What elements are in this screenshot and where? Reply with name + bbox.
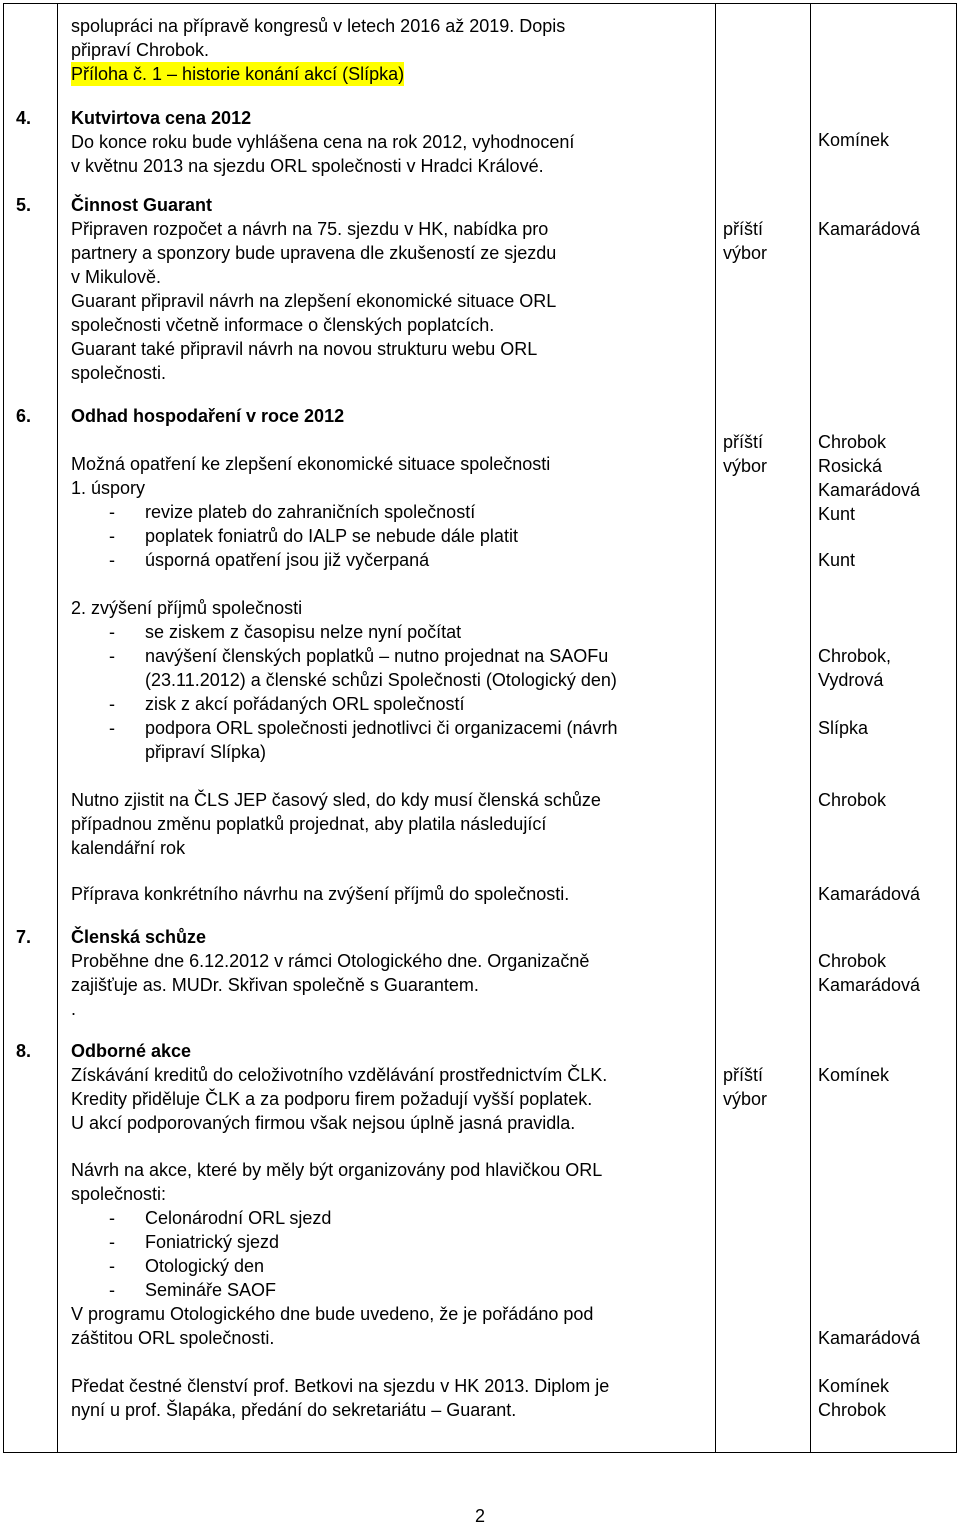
list-item: Semináře SAOF <box>145 1280 277 1300</box>
body-text: Získávání kreditů do celoživotního vzdělávání prostřednictvím ČLK. <box>71 1065 608 1085</box>
item-title: Kutvirtova cena 2012 <box>71 108 252 128</box>
list-item: revize plateb do zahraničních společností <box>145 502 476 522</box>
responsible-person: Kamarádová <box>818 480 921 500</box>
dash: - <box>109 622 115 642</box>
body-text: . <box>71 999 77 1019</box>
body-text: Připraven rozpočet a návrh na 75. sjezdu v HK, nabídka pro <box>71 219 549 239</box>
list-item: poplatek foniatrů do IALP se nebude dále platit <box>145 526 518 546</box>
item-number: 7. <box>16 927 32 947</box>
body-text: Příprava konkrétního návrhu na zvýšení příjmů do společnosti. <box>71 884 570 904</box>
attachment-link[interactable]: Příloha č. 1 – historie konání akcí (Slípka) <box>71 64 405 84</box>
item-number: 4. <box>16 108 32 128</box>
item-title: Odhad hospodaření v roce 2012 <box>71 406 345 426</box>
list-item: navýšení členských poplatků – nutno projednat na SAOFu <box>145 646 609 666</box>
item-title: Členská schůze <box>71 927 207 947</box>
body-text: spolupráci na přípravě kongresů v letech 2016 až 2019. Dopis <box>71 16 566 36</box>
list-item: Otologický den <box>145 1256 265 1276</box>
responsible-person: Kamarádová <box>818 884 921 904</box>
dash: - <box>109 502 115 522</box>
body-text: Návrh na akce, které by měly být organizovány pod hlavičkou ORL <box>71 1160 603 1180</box>
responsible-person: Chrobok, <box>818 646 892 666</box>
list-heading: 2. zvýšení příjmů společnosti <box>71 598 303 618</box>
responsible-person: Chrobok <box>818 432 887 452</box>
item-title: Odborné akce <box>71 1041 192 1061</box>
column-divider <box>715 4 716 1452</box>
dash: - <box>109 718 115 738</box>
responsible-person: Komínek <box>818 1065 890 1085</box>
list-item: zisk z akcí pořádaných ORL společností <box>145 694 465 714</box>
body-text: v květnu 2013 na sjezdu ORL společnosti v Hradci Králové. <box>71 156 544 176</box>
body-text: U akcí podporovaných firmou však nejsou úplně jasná pravidla. <box>71 1113 576 1133</box>
term: příští <box>723 219 764 239</box>
body-text: společnosti včetně informace o členských poplatcích. <box>71 315 495 335</box>
body-text: Možná opatření ke zlepšení ekonomické situace společnosti <box>71 454 551 474</box>
item-title: Činnost Guarant <box>71 195 213 215</box>
dash: - <box>109 1256 115 1276</box>
dash: - <box>109 1232 115 1252</box>
body-text: Guarant také připravil návrh na novou strukturu webu ORL <box>71 339 538 359</box>
list-item: Foniatrický sjezd <box>145 1232 280 1252</box>
responsible-person: Chrobok <box>818 790 887 810</box>
body-text: nyní u prof. Šlapáka, předání do sekretariátu – Guarant. <box>71 1400 517 1420</box>
column-divider <box>57 4 58 1452</box>
term: příští <box>723 1065 764 1085</box>
body-text: záštitou ORL společnosti. <box>71 1328 275 1348</box>
body-text: V programu Otologického dne bude uvedeno, že je pořádáno pod <box>71 1304 594 1324</box>
responsible-person: Vydrová <box>818 670 884 690</box>
dash: - <box>109 694 115 714</box>
item-number: 8. <box>16 1041 32 1061</box>
responsible-person: Komínek <box>818 1376 890 1396</box>
term: výbor <box>723 456 768 476</box>
body-text: společnosti: <box>71 1184 167 1204</box>
body-text: kalendářní rok <box>71 838 186 858</box>
responsible-person: Chrobok <box>818 951 887 971</box>
dash: - <box>109 1280 115 1300</box>
body-text: Předat čestné členství prof. Betkovi na sjezdu v HK 2013. Diplom je <box>71 1376 610 1396</box>
list-item: (23.11.2012) a členské schůzi Společnosti (Otologický den) <box>145 670 617 690</box>
dash: - <box>109 1208 115 1228</box>
list-item: podpora ORL společnosti jednotlivci či organizacemi (návrh <box>145 718 618 738</box>
term: příští <box>723 432 764 452</box>
responsible-person: Kunt <box>818 504 856 524</box>
responsible-person: Kamarádová <box>818 219 921 239</box>
list-item: úsporná opatření jsou již vyčerpaná <box>145 550 430 570</box>
responsible-person: Slípka <box>818 718 869 738</box>
list-heading: 1. úspory <box>71 478 146 498</box>
responsible-person: Chrobok <box>818 1400 887 1420</box>
responsible-person: Kamarádová <box>818 975 921 995</box>
dash: - <box>109 550 115 570</box>
column-divider <box>810 4 811 1452</box>
body-text: Proběhne dne 6.12.2012 v rámci Otologického dne. Organizačně <box>71 951 590 971</box>
list-item: připraví Slípka) <box>145 742 267 762</box>
body-text: společnosti. <box>71 363 167 383</box>
list-item: Celonárodní ORL sjezd <box>145 1208 332 1228</box>
term: výbor <box>723 243 768 263</box>
item-number: 6. <box>16 406 32 426</box>
body-text: Do konce roku bude vyhlášena cena na rok 2012, vyhodnocení <box>71 132 575 152</box>
body-text: případnou změnu poplatků projednat, aby platila následující <box>71 814 547 834</box>
dash: - <box>109 646 115 666</box>
body-text: Kredity přiděluje ČLK a za podporu firem požadují vyšší poplatek. <box>71 1089 593 1109</box>
body-text: v Mikulově. <box>71 267 162 287</box>
body-text: Nutno zjistit na ČLS JEP časový sled, do kdy musí členská schůze <box>71 790 601 810</box>
responsible-person: Rosická <box>818 456 883 476</box>
body-text: připraví Chrobok. <box>71 40 210 60</box>
item-number: 5. <box>16 195 32 215</box>
responsible-person: Kunt <box>818 550 856 570</box>
responsible-person: Komínek <box>818 130 890 150</box>
dash: - <box>109 526 115 546</box>
term: výbor <box>723 1089 768 1109</box>
body-text: Guarant připravil návrh na zlepšení ekonomické situace ORL <box>71 291 557 311</box>
body-text: zajišťuje as. MUDr. Skřivan společně s Guarantem. <box>71 975 479 995</box>
body-text: partnery a sponzory bude upravena dle zkušeností ze sjezdu <box>71 243 557 263</box>
page-number: 2 <box>474 1506 485 1526</box>
responsible-person: Kamarádová <box>818 1328 921 1348</box>
list-item: se ziskem z časopisu nelze nyní počítat <box>145 622 462 642</box>
